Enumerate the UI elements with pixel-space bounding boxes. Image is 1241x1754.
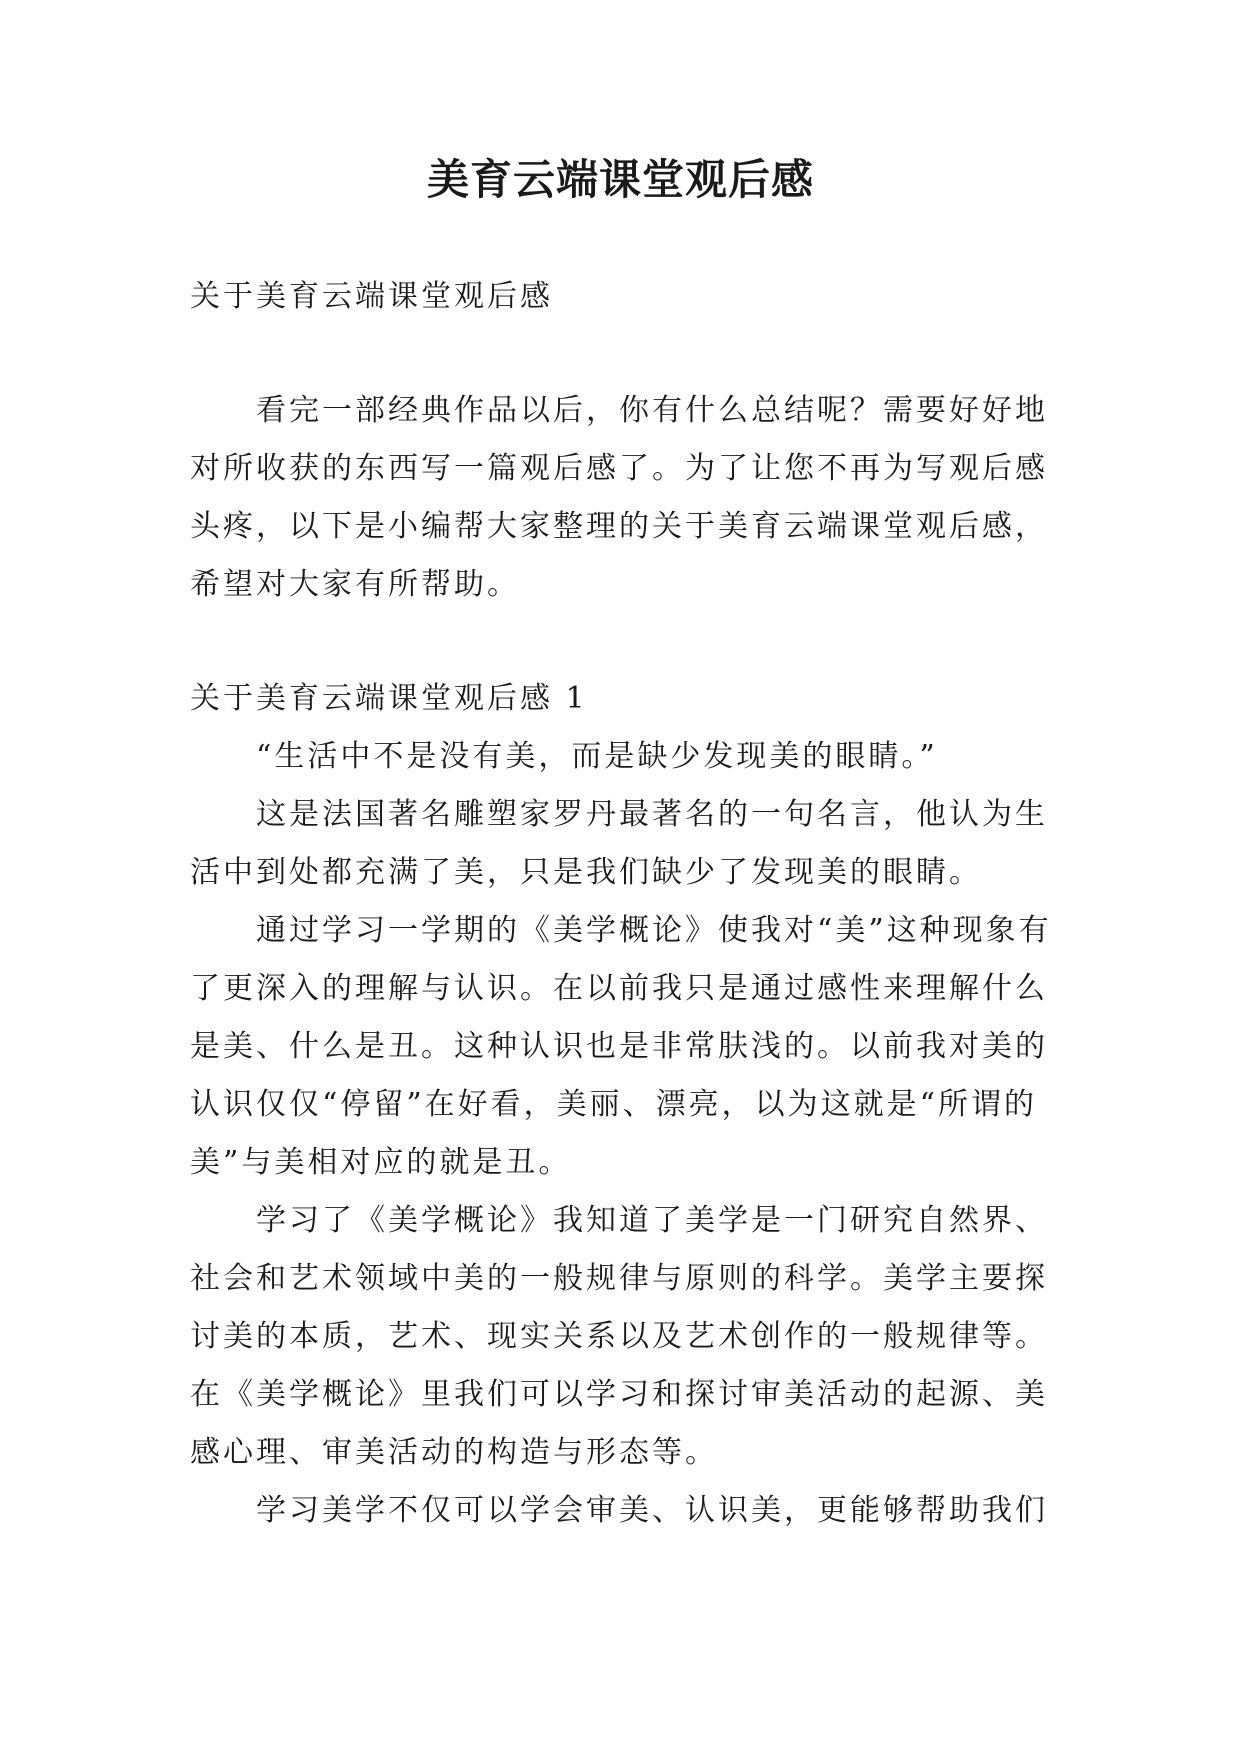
body-paragraph: 通过学习一学期的《美学概论》使我对“美”这种现象有了更深入的理解与认识。在以前我只是通过感性来理解什么是美、什么是丑。这种认识也是非常肤浅的。以前我对美的认识仅仅“停留”在好看，美丽、漂亮，以为这就是“所谓的美”与美相对应的就是丑。 bbox=[190, 913, 1052, 1180]
document-body bbox=[190, 268, 1070, 1540]
body-paragraph: 这是法国著名雕塑家罗丹最著名的一句名言，他认为生活中到处都充满了美，只是我们缺少了发现美的眼睛。 bbox=[190, 797, 1048, 890]
body-paragraph: 学习美学不仅可以学会审美、认识美，更能够帮助我们 bbox=[256, 1493, 1048, 1528]
document-subtitle: 关于美育云端课堂观后感 bbox=[190, 279, 553, 314]
section-heading: 关于美育云端课堂观后感 1 bbox=[190, 681, 588, 716]
body-paragraph: 学习了《美学概论》我知道了美学是一门研究自然界、社会和艺术领域中美的一般规律与原则的科学。美学主要探讨美的本质，艺术、现实关系以及艺术创作的一般规律等。在《美学概论》里我们可以学习和探讨审美活动的起源、美感心理、审美活动的构造与形态等。 bbox=[190, 1203, 1048, 1470]
page-title: 美育云端课堂观后感 bbox=[426, 155, 814, 204]
intro-paragraph: 看完一部经典作品以后，你有什么总结呢？需要好好地对所收获的东西写一篇观后感了。为了让您不再为写观后感头疼，以下是小编帮大家整理的关于美育云端课堂观后感，希望对大家有所帮助。 bbox=[190, 393, 1048, 602]
body-paragraph: “生活中不是没有美，而是缺少发现美的眼睛。” bbox=[256, 739, 938, 774]
